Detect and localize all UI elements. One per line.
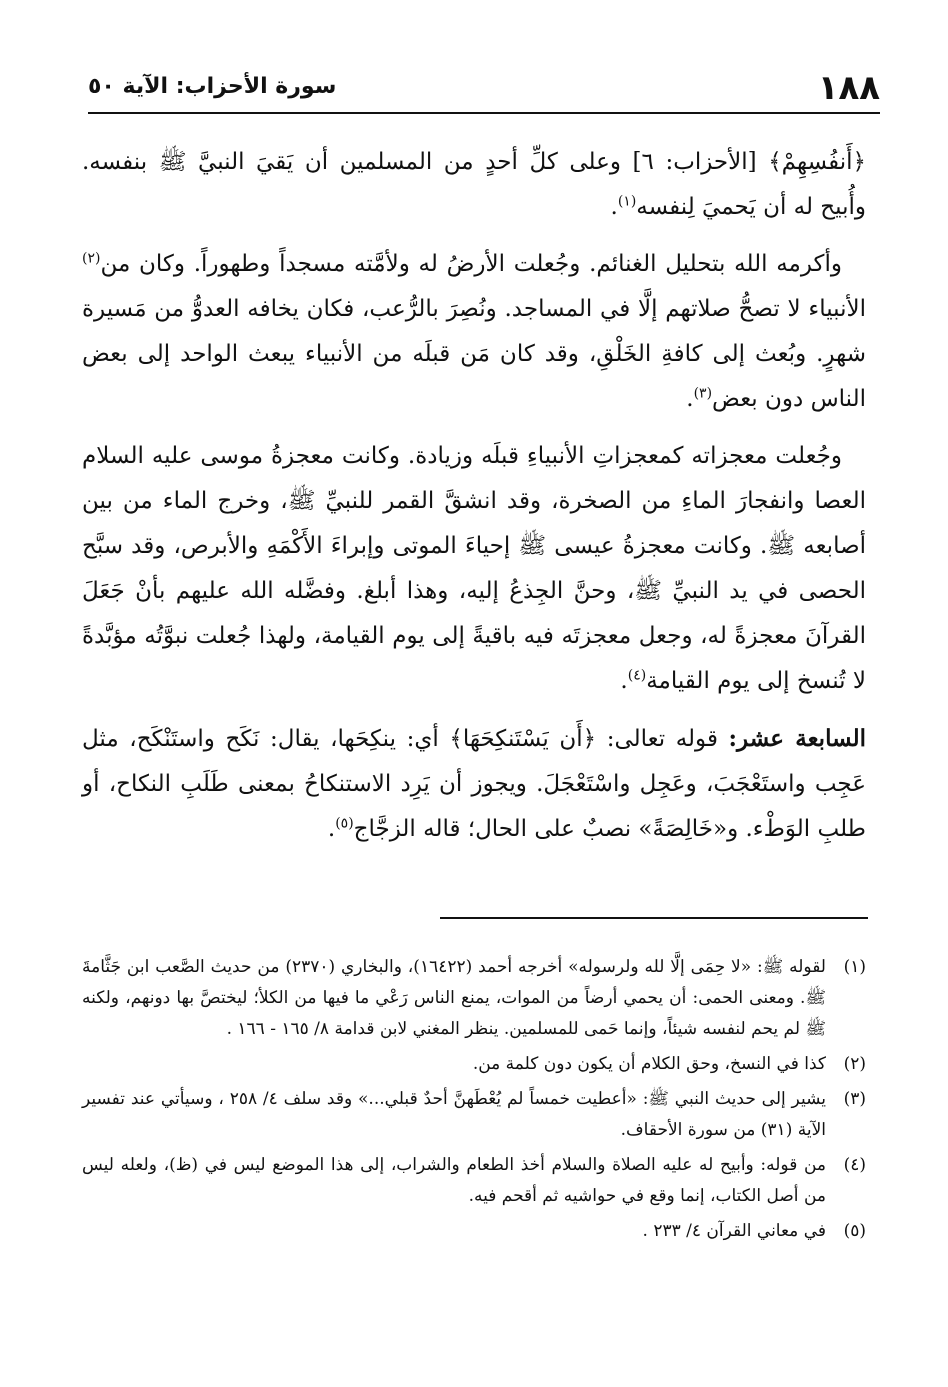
footnote-text: كذا في النسخ، وحق الكلام أن يكون دون كلمة من. bbox=[472, 1054, 826, 1074]
footnote-ref-3: (٣) bbox=[693, 385, 713, 402]
paragraph-3-text: وجُعلت معجزاته كمعجزاتِ الأنبياءِ قبلَه وزيادة. وكانت معجزةُ موسى عليه السلام العصا وانفجارَ الماءِ من الصخرة، وقد انشقَّ القمر للنبيِّ ﷺ، وخرج الماء من بين أصابعه ﷺ. وكانت معجزةُ عيسى ﷺ إحياءَ الموتى وإبراءَ الأَكْمَهِ والأبرص، وقد سبَّح الحصى في يد النبيِّ ﷺ، وحنَّ الجِذعُ إليه، وهذا أبلغ. وفضَّله الله عليهم بأنْ جَعَلَ القرآنَ معجزةً له، وجعل معجزتَه فيه باقيةً إلى يوم القيامة، ولهذا جُعلت نبوَّتُه مؤبَّدةً لا تُنسخ إلى يوم القيامة bbox=[82, 443, 866, 694]
page-number: ١٨٨ bbox=[817, 68, 880, 108]
paragraph-4-end: . bbox=[327, 816, 336, 842]
footnote-number: (٣) bbox=[843, 1089, 866, 1109]
footnote-number: (١) bbox=[843, 957, 866, 977]
footnote-item bbox=[82, 952, 866, 1045]
paragraph-2 bbox=[82, 242, 866, 422]
footnote-item bbox=[82, 1084, 866, 1146]
paragraph-2-end: . bbox=[686, 386, 694, 412]
footnote-text: في معاني القرآن ٤/ ٢٣٣ . bbox=[642, 1221, 826, 1241]
footnote-ref-4: (٤) bbox=[627, 667, 647, 684]
footnote-ref-1: (١) bbox=[617, 193, 637, 210]
footnote-text: من قوله: وأبيح له عليه الصلاة والسلام أخذ الطعام والشراب، إلى هذا الموضع ليس في (ظ)، ولعله ليس من أصل الكتاب، إنما وقع في حواشيه ثم أقحم فيه. bbox=[82, 1155, 826, 1206]
footnote-number: (٢) bbox=[843, 1054, 866, 1074]
footnote-item bbox=[82, 1216, 866, 1247]
page-header bbox=[88, 62, 880, 114]
paragraph-1-end: . bbox=[610, 194, 618, 220]
paragraph-1 bbox=[82, 140, 866, 230]
running-title: سورة الأحزاب: الآية ٥٠ bbox=[88, 74, 337, 99]
header-rule bbox=[88, 112, 880, 114]
footnotes bbox=[82, 952, 866, 1251]
section-lead: السابعة عشر: bbox=[728, 725, 866, 752]
paragraph-1-text: ﴿أَنفُسِهِمْ﴾ [الأحزاب: ٦] وعلى كلِّ أحدٍ من المسلمين أن يَقيَ النبيَّ ﷺ بنفسه. وأُبيح له أن يَحميَ لِنفسه bbox=[82, 149, 867, 220]
paragraph-3 bbox=[82, 434, 866, 704]
footnote-text: لقوله ﷺ: «لا حِمَى إلَّا لله ولرسوله» أخرجه أحمد (١٦٤٢٢)، والبخاري (٢٣٧٠) من حديث الصَّعب ابن جَثَّامةَ ﷺ. ومعنى الحمى: أن يحمي أرضاً من الموات، يمنع الناس رَعْي ما فيها من الكلأ؛ ليختصَّ بها دونهم، ولكنه ﷺ لم يحم لنفسه شيئاً، وإنما حَمى للمسلمين. ينظر المغني لابن قدامة ٨/ ١٦٥ - ١٦٦ . bbox=[82, 957, 826, 1039]
paragraph-2-text-b: الأنبياء لا تصحُّ صلاتهم إلَّا في المساجد. ونُصِرَ بالرُّعب، فكان يخافه العدوُّ من مَسيرة شهرٍ. وبُعث إلى كافةِ الخَلْقِ، وقد كان مَن قبلَه من الأنبياء يبعث الواحد إلى بعض الناس دون بعض bbox=[82, 296, 866, 412]
paragraph-4 bbox=[82, 716, 866, 852]
footnote-item bbox=[82, 1150, 866, 1212]
footnote-ref-2: (٢) bbox=[82, 250, 101, 267]
main-text bbox=[82, 140, 866, 864]
paragraph-4-text: قوله تعالى: ﴿أَن يَسْتَنكِحَهَا﴾ أي: ينكِحَها، يقال: نَكَح واستَنْكَح، مثل عَجِب واستَعْجَبَ، وعَجِل واسْتَعْجَلَ. ويجوز أن يَرِد الاستنكاحُ بمعنى طَلَبِ النكاح، أو طلبِ الوَطْء. و«خَالِصَةً» نصبٌ على الحال؛ قاله الزجَّاج bbox=[82, 726, 866, 842]
footnote-text: يشير إلى حديث النبي ﷺ: «أعطيت خمساً لم يُعْطَهنَّ أحدٌ قبلي...» وقد سلف ٤/ ٢٥٨ ، وسيأتي عند تفسير الآية (٣١) من سورة الأحقاف. bbox=[82, 1089, 826, 1140]
footnote-number: (٤) bbox=[843, 1155, 866, 1175]
footnote-item bbox=[82, 1049, 866, 1080]
paragraph-2-text-a: وأكرمه الله بتحليل الغنائم. وجُعلت الأرضُ له ولأمَّته مسجداً وطهوراً. وكان من bbox=[100, 251, 842, 277]
paragraph-3-end: . bbox=[620, 668, 628, 694]
footnote-separator bbox=[440, 917, 868, 919]
footnote-ref-5: (٥) bbox=[335, 815, 354, 832]
footnote-number: (٥) bbox=[843, 1221, 866, 1241]
